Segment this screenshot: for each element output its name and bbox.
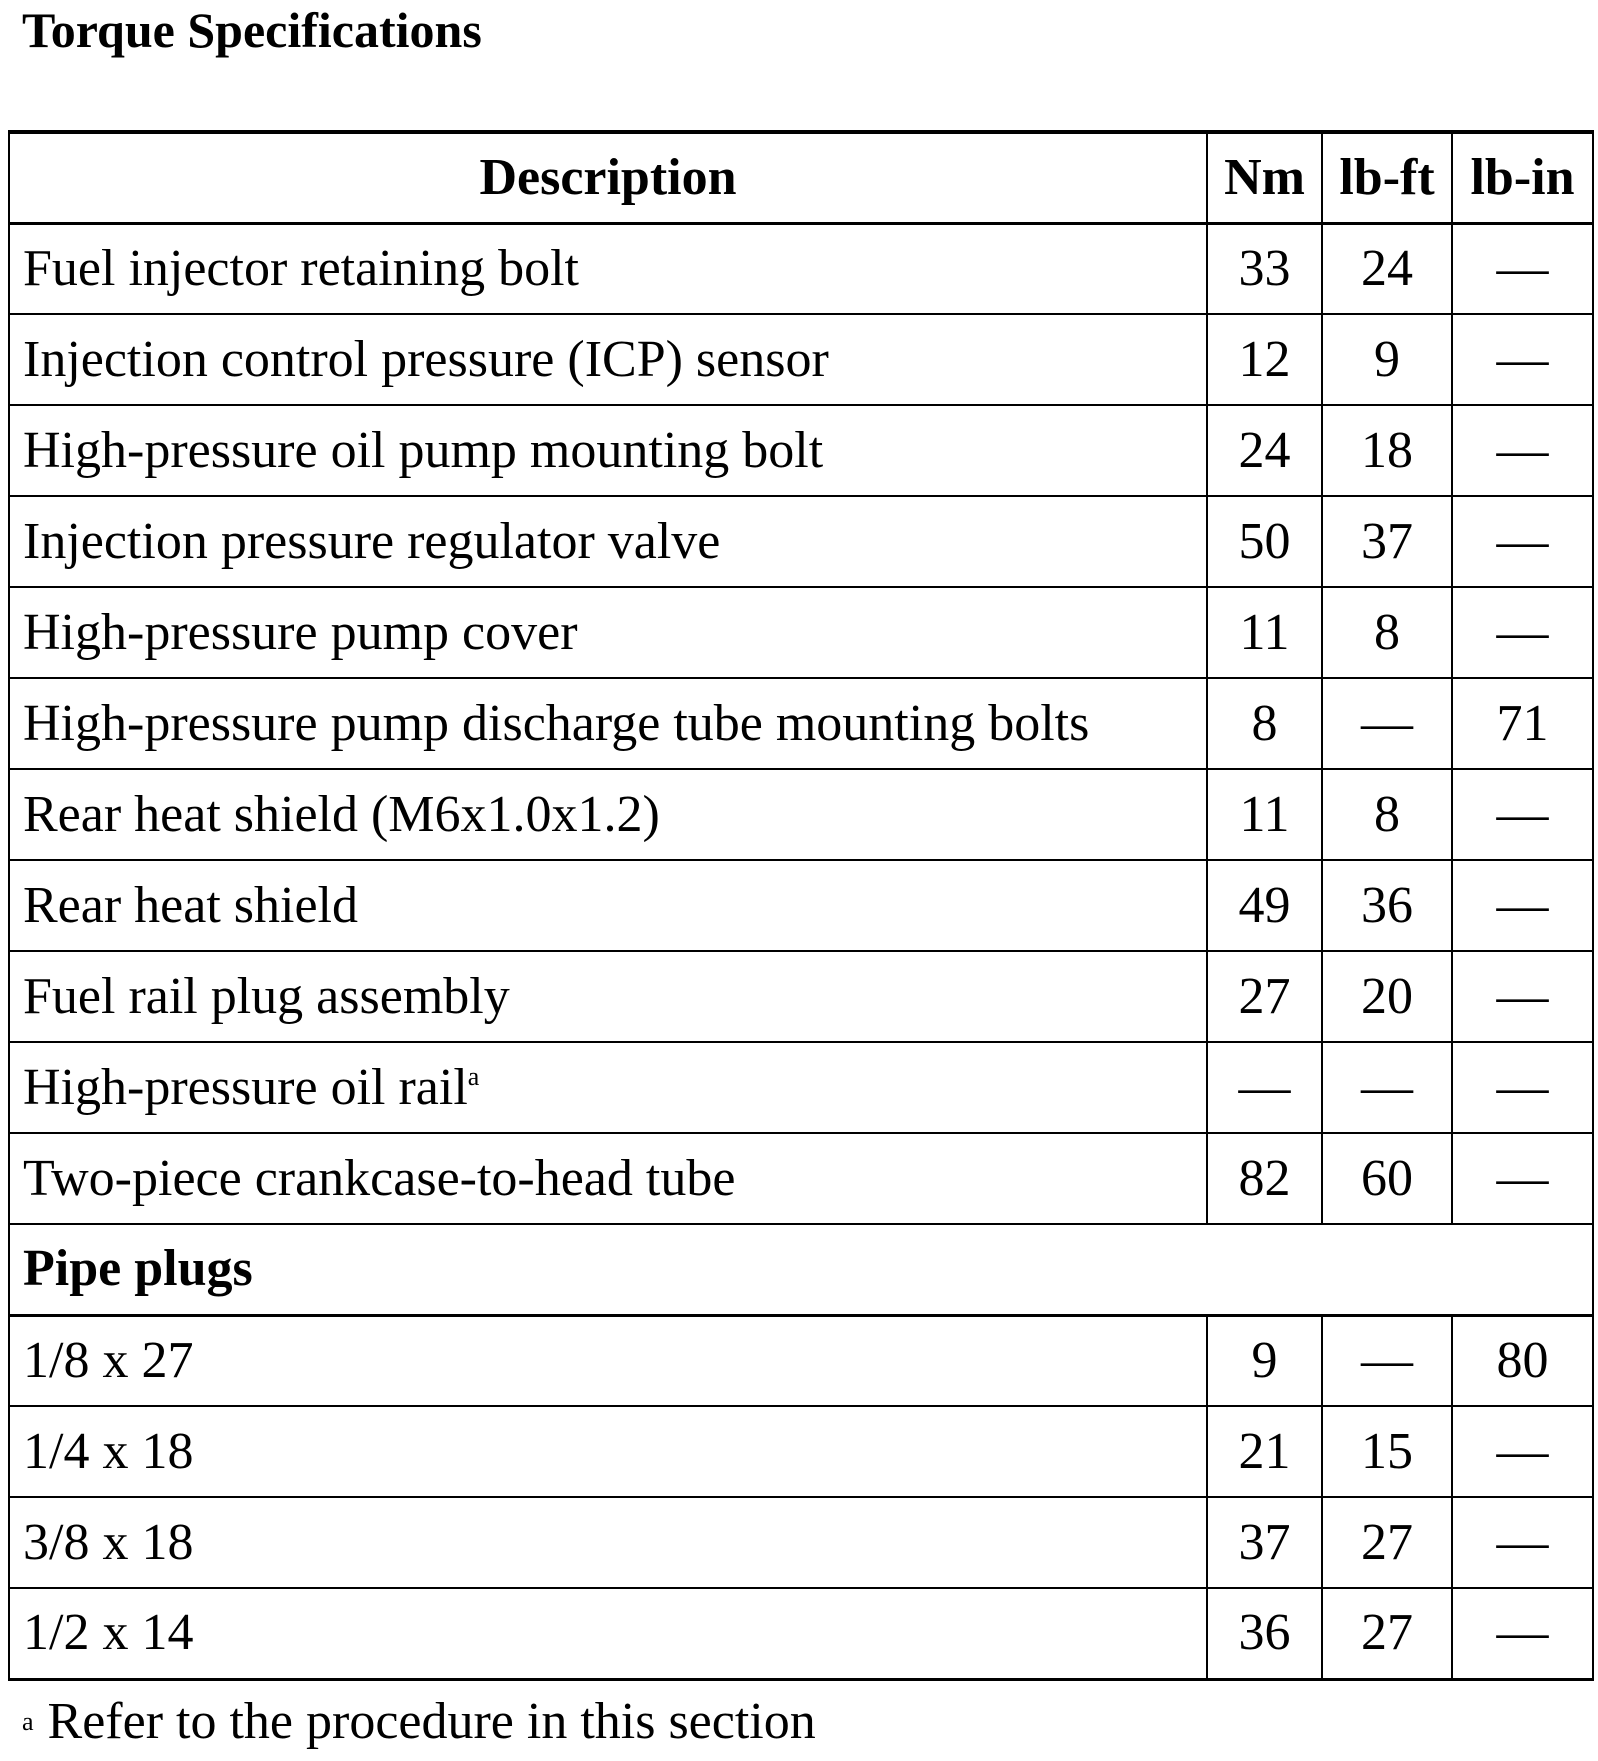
cell-lbin: — xyxy=(1452,223,1593,314)
column-header-lbft: lb-ft xyxy=(1322,132,1452,223)
group-label: Pipe plugs xyxy=(9,1224,1593,1315)
cell-lbft: — xyxy=(1322,1042,1452,1133)
table-row xyxy=(9,860,1593,951)
table-row xyxy=(9,405,1593,496)
cell-lbin: — xyxy=(1452,860,1593,951)
cell-nm: — xyxy=(1207,1042,1322,1133)
cell-lbft: — xyxy=(1322,678,1452,769)
group-header-row xyxy=(9,1224,1593,1315)
column-header-nm: Nm xyxy=(1207,132,1322,223)
cell-description: Injection pressure regulator valve xyxy=(9,496,1207,587)
cell-lbin: — xyxy=(1452,496,1593,587)
table-row xyxy=(9,951,1593,1042)
cell-lbft: 20 xyxy=(1322,951,1452,1042)
cell-lbft: 60 xyxy=(1322,1133,1452,1224)
cell-nm: 8 xyxy=(1207,678,1322,769)
table-row xyxy=(9,314,1593,405)
table-row xyxy=(9,1042,1593,1133)
cell-lbin: — xyxy=(1452,951,1593,1042)
cell-description: Injection control pressure (ICP) sensor xyxy=(9,314,1207,405)
cell-nm: 9 xyxy=(1207,1315,1322,1406)
cell-lbin: — xyxy=(1452,1042,1593,1133)
cell-lbin: — xyxy=(1452,1497,1593,1588)
cell-lbft: 9 xyxy=(1322,314,1452,405)
footnote-mark: a xyxy=(22,1707,34,1736)
footnote xyxy=(22,1692,816,1752)
cell-description: High-pressure pump cover xyxy=(9,587,1207,678)
cell-lbft: 18 xyxy=(1322,405,1452,496)
table-row xyxy=(9,1133,1593,1224)
table-row xyxy=(9,1497,1593,1588)
column-header-description: Description xyxy=(9,132,1207,223)
cell-description xyxy=(9,1042,1207,1133)
footnote-text: Refer to the procedure in this section xyxy=(47,1693,816,1750)
cell-description-text: High-pressure oil rail xyxy=(23,1058,468,1116)
cell-description: Fuel injector retaining bolt xyxy=(9,223,1207,314)
torque-spec-table xyxy=(8,130,1594,1681)
table-header-row xyxy=(9,132,1593,223)
cell-nm: 11 xyxy=(1207,769,1322,860)
cell-nm: 27 xyxy=(1207,951,1322,1042)
table-row xyxy=(9,496,1593,587)
cell-description: 1/2 x 14 xyxy=(9,1588,1207,1679)
table-row xyxy=(9,1588,1593,1679)
cell-lbft: 36 xyxy=(1322,860,1452,951)
page-title: Torque Specifications xyxy=(22,2,482,58)
cell-nm: 50 xyxy=(1207,496,1322,587)
cell-description: High-pressure oil pump mounting bolt xyxy=(9,405,1207,496)
table-row xyxy=(9,1406,1593,1497)
table-row xyxy=(9,1315,1593,1406)
cell-lbin: — xyxy=(1452,314,1593,405)
cell-lbin: — xyxy=(1452,405,1593,496)
cell-lbft: 27 xyxy=(1322,1588,1452,1679)
cell-lbin: 71 xyxy=(1452,678,1593,769)
cell-lbft: 27 xyxy=(1322,1497,1452,1588)
cell-description: 3/8 x 18 xyxy=(9,1497,1207,1588)
cell-lbft: 37 xyxy=(1322,496,1452,587)
cell-description: Two-piece crankcase-to-head tube xyxy=(9,1133,1207,1224)
cell-description: Rear heat shield xyxy=(9,860,1207,951)
column-header-lbin: lb-in xyxy=(1452,132,1593,223)
cell-lbft: — xyxy=(1322,1315,1452,1406)
cell-lbin: — xyxy=(1452,769,1593,860)
table-row xyxy=(9,587,1593,678)
cell-description: Rear heat shield (M6x1.0x1.2) xyxy=(9,769,1207,860)
table-row xyxy=(9,678,1593,769)
cell-nm: 11 xyxy=(1207,587,1322,678)
cell-lbin: — xyxy=(1452,587,1593,678)
cell-description: 1/4 x 18 xyxy=(9,1406,1207,1497)
cell-lbin: — xyxy=(1452,1588,1593,1679)
cell-nm: 82 xyxy=(1207,1133,1322,1224)
cell-lbin: — xyxy=(1452,1133,1593,1224)
table-row xyxy=(9,223,1593,314)
cell-lbft: 8 xyxy=(1322,587,1452,678)
cell-nm: 49 xyxy=(1207,860,1322,951)
cell-nm: 36 xyxy=(1207,1588,1322,1679)
cell-nm: 33 xyxy=(1207,223,1322,314)
footnote-reference: a xyxy=(467,1061,480,1091)
cell-lbin: — xyxy=(1452,1406,1593,1497)
cell-nm: 37 xyxy=(1207,1497,1322,1588)
cell-lbft: 8 xyxy=(1322,769,1452,860)
cell-nm: 21 xyxy=(1207,1406,1322,1497)
cell-description: 1/8 x 27 xyxy=(9,1315,1207,1406)
cell-description: High-pressure pump discharge tube mounting bolts xyxy=(9,678,1207,769)
cell-lbft: 24 xyxy=(1322,223,1452,314)
cell-lbin: 80 xyxy=(1452,1315,1593,1406)
cell-nm: 12 xyxy=(1207,314,1322,405)
cell-description: Fuel rail plug assembly xyxy=(9,951,1207,1042)
table-row xyxy=(9,769,1593,860)
cell-lbft: 15 xyxy=(1322,1406,1452,1497)
cell-nm: 24 xyxy=(1207,405,1322,496)
